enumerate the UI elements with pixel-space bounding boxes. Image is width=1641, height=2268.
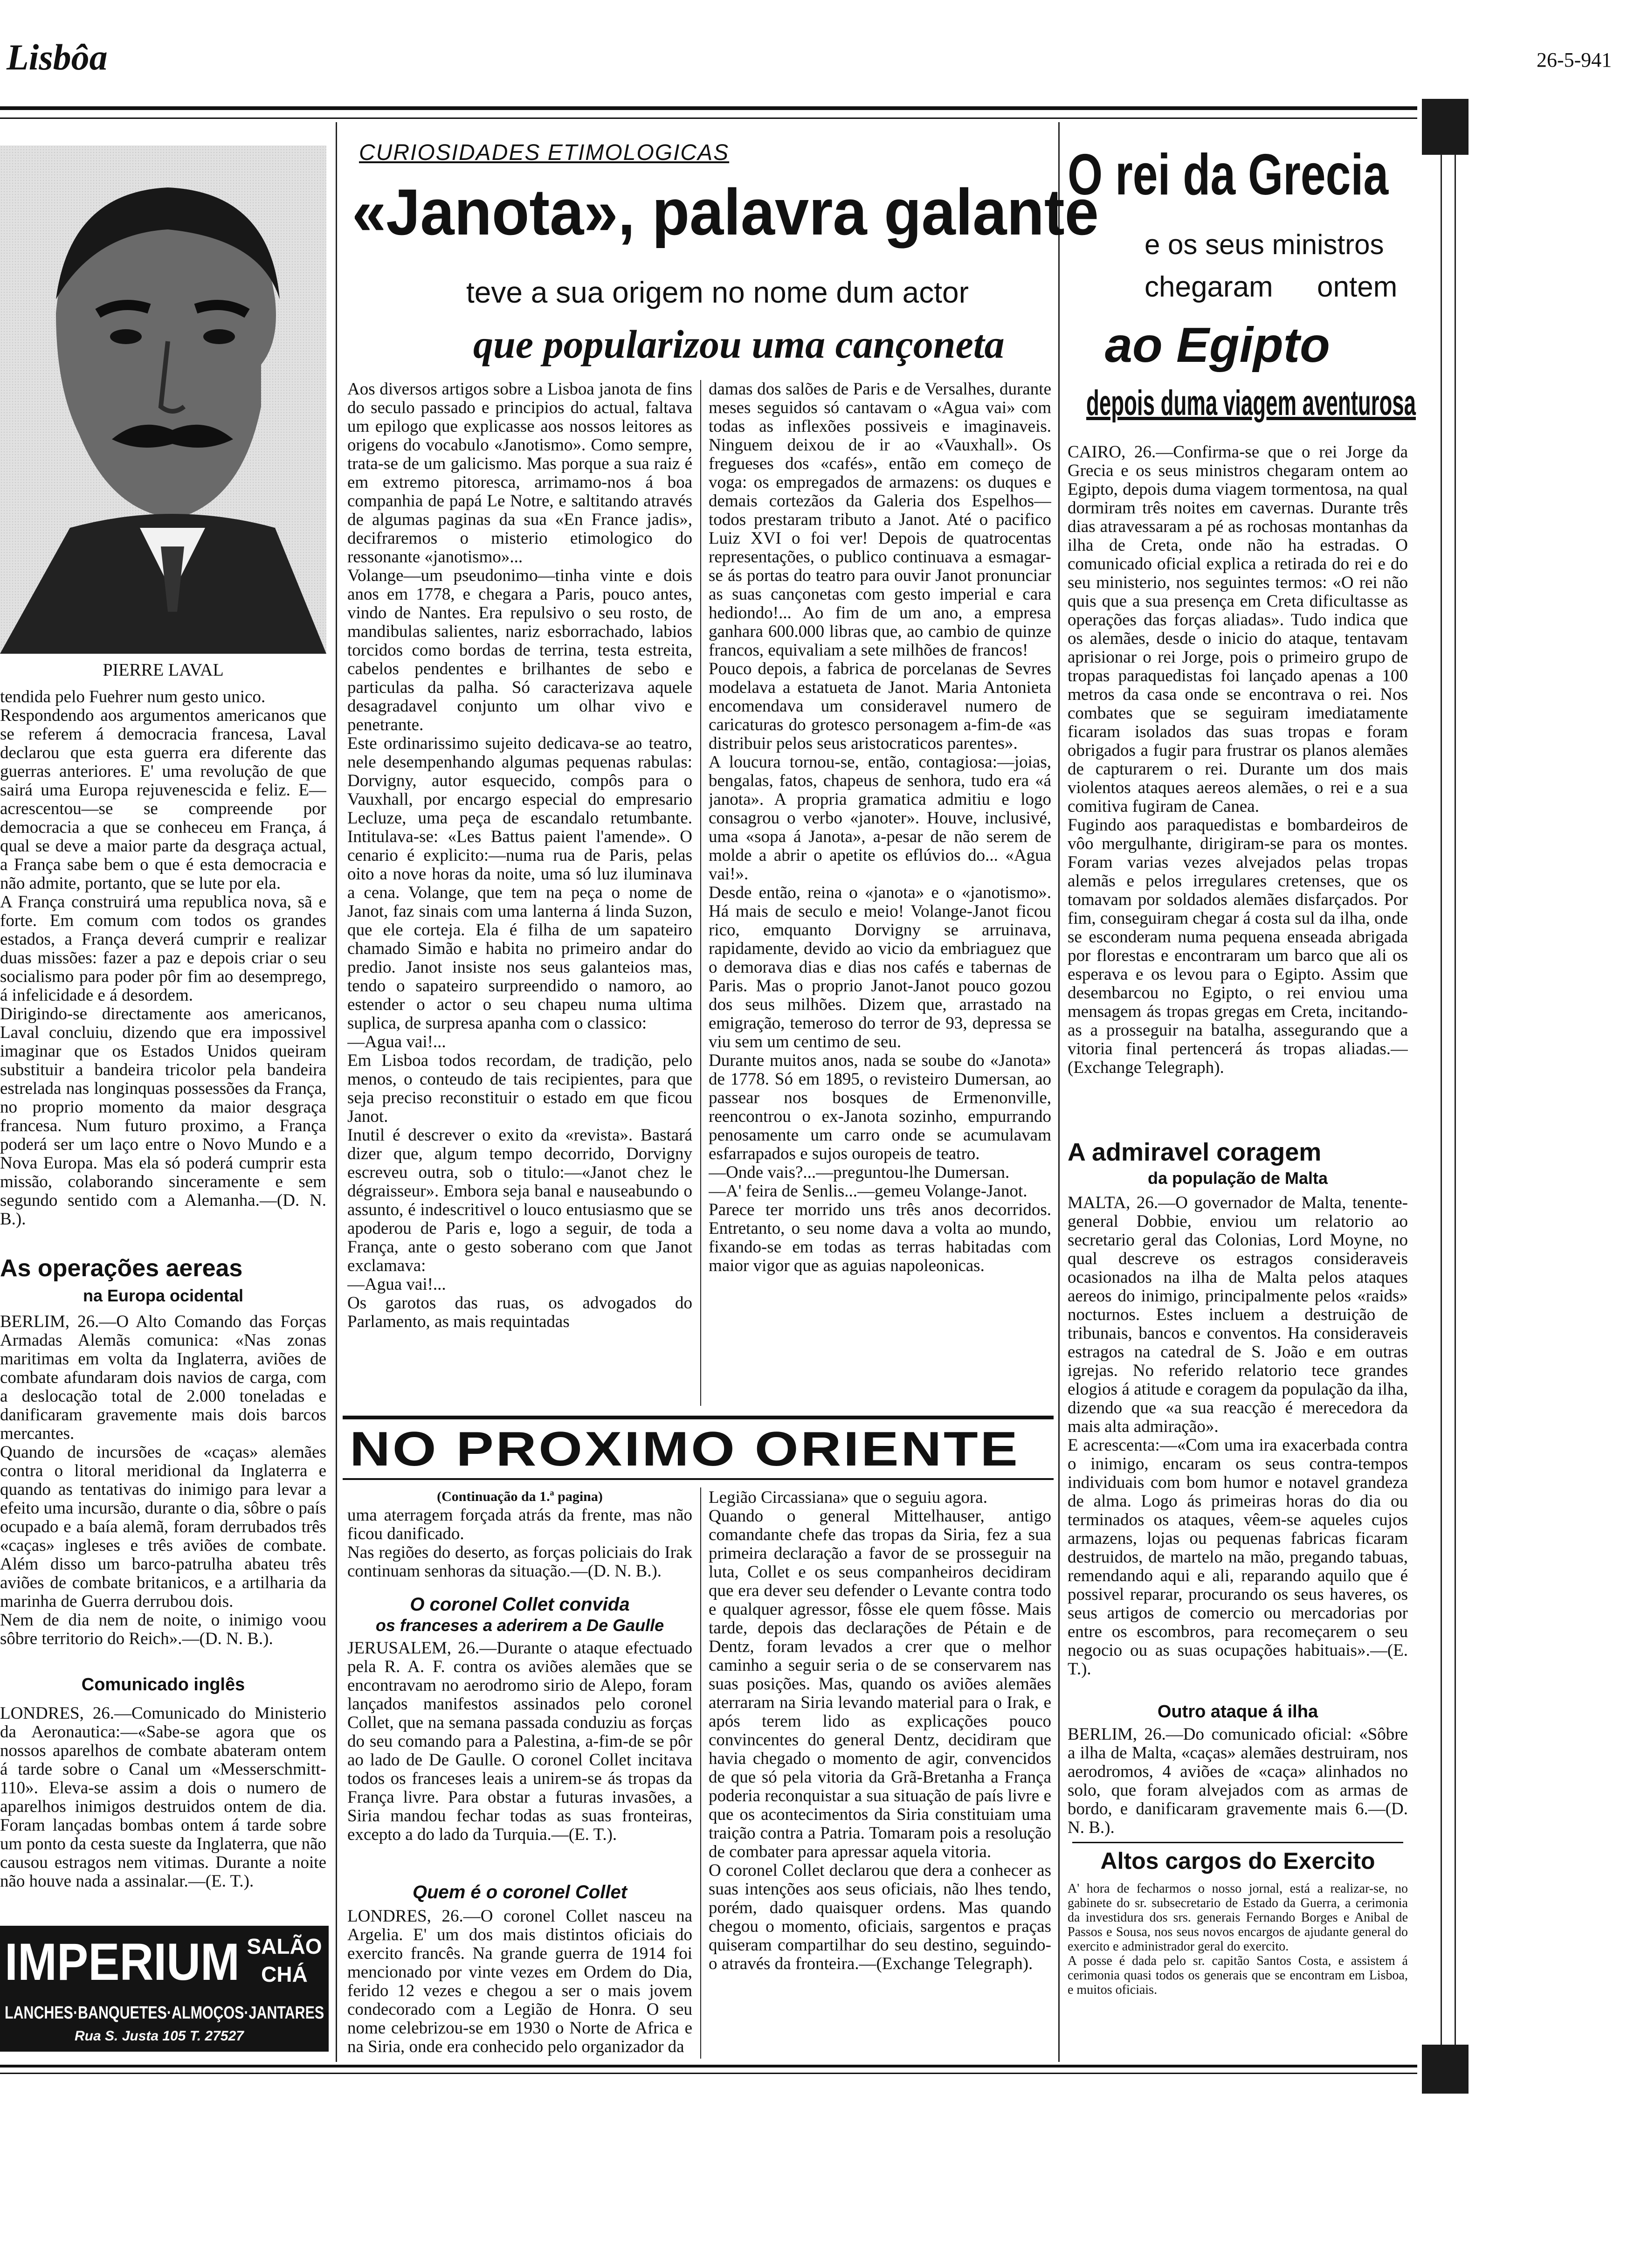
janota-subheadline-1: teve a sua origem no nome dum actor xyxy=(466,276,969,309)
imperium-cha: CHÁ xyxy=(261,1962,308,1986)
masthead-title: Lisbôa xyxy=(7,37,108,77)
right-border-2 xyxy=(1455,154,1456,2047)
top-rule xyxy=(0,106,1417,110)
grecia-sub-3: ao Egipto xyxy=(1105,318,1330,373)
collet-body-2: LONDRES, 26.—O coronel Collet nasceu na Argelia. E' um dos mais distintos oficiais do exercito francês. Na grande guerra de 1914 foi mencionado por vinte vezes em Ordem do Dia, ferido 12 vezes e chegou a ser o mais jovem condecorado com a Legião de Honra. O seu nome celebrizou-se em 1930 o Norte de Africa e na Siria, onde era conhecido pelo organizador da xyxy=(347,1907,692,2056)
malta-body: MALTA, 26.—O governador de Malta, tenente-general Dobbie, enviou um relatorio ao secretario geral das Colonias, Lord Moyne, no qual descreve os estragos consideraveis ocasionados na ilha de Malta pelos ataques aereos do inimigo, principalmente pelos «raids» nocturnos. Estes incluem a destruição de tribunais, bancos e conventos. Ha consideraveis estragos na catedral de S. João e em outras igrejas. No referido relatorio tece grandes elogios á atitude e coragem da população da ilha, dizendo que «a sua reacção é merecedora da mais alta admiração». E acrescenta:—«Com uma ira exacerbada contra o inimigo, encaram os seus contra-tempos individuais com bom humor e notavel grandeza de alma. Logo ás primeiras horas do dia ou terminados os ataques, vêem-se aqueles cujos armazens, lojas ou pequenas fabricas ficaram destruidos, de martelo na mão, pregando tabuas, remendando aqui e ali, reparando aquilo que é possivel reparar, procurando os seus haveres, os seus artigos de comercio ou mercadorias por entre os escombros, para recomeçarem o seu negocio ou as suas ocupações habituais».—(E. T.). xyxy=(1068,1194,1408,1679)
imperium-salao: SALÃO xyxy=(247,1934,322,1958)
janota-subheadline-2: que popularizou uma cançoneta xyxy=(473,322,1005,366)
oriente-column-divider xyxy=(700,1487,701,2059)
bottom-rule-thin xyxy=(0,2073,1417,2074)
column-divider xyxy=(336,122,337,2062)
exercito-rule xyxy=(1072,1842,1403,1843)
janota-column-2: damas dos salões de Paris e de Versalhes, durante meses seguidos só cantavam o «Agua vai» com todas as inflexões possiveis e imaginaveis. Ninguem deixou de ir ao «Vauxhall». Os fregueses dos «cafés», então em começo de voga: os empregados de armazens: os duques e demais cortezãos da Galeria dos Espelhos—todos prestaram tributo a Janot. Até o pacifico Luiz XVI o foi ver! Depois de quatrocentas representações, o publico continuava a esmagar-se ás portas do teatro para ouvir Janot pronunciar as suas cançonetas com gesto imperial e cara hediondo!... Ao fim de um ano, a empresa ganhara 600.000 libras que, ao cambio de quinze francos, equivaliam a sete milhões de francos! Pouco depois, a fabrica de porcelanas de Sevres modelava a estatueta de Janot. Maria Antonieta encomendava um consideravel numero de caricaturas do grotesco personagem a-fim-de «as distribuir pelos seus aristocraticos parentes». A loucura tornou-se, então, contagiosa:—joias, bengalas, fatos, chapeus de senhora, tudo era «á janota». A propria gramatica admitiu e logo consagrou o verbo «janoter». Houve, inclusivé, uma «sopa á Janota», a-pesar de não serem de molde a abrir o apetite os eflúvios do... «Agua vai!». Desde então, reina o «janota» e o «janotismo». Há mais de seculo e meio! Volange-Janot ficou rico, emquanto Dorvigny se arruinava, rapidamente, devido ao vicio da embriaguez que o demorava dias e dias nos cafés e tabernas de Paris. Mas o proprio Janot-Janot pouco gozou dos seus milhões. Dizem que, arrastado na emigração, temeroso do terror de 93, depressa se viu sem um centimo de seu. Durante muitos anos, nada se soube do «Janota» de 1778. Só em 1895, o revisteiro Dumersan, ao passear nos bosques de Ermenonville, reencontrou o ex-Janota sozinho, empurrando penosamente um carro onde se acumulavam esfarrapados e sujos ouropeis de teatro. —Onde vais?...—preguntou-lhe Dumersan. —A' feira de Senlis...—gemeu Volange-Janot. Parece ter morrido uns três anos decorridos. Entretanto, o seu nome dava a volta ao mundo, fixando-se em todas as terras habitadas com maior vigor que as aguias napoleonicas. xyxy=(709,380,1051,1275)
grecia-sub-2b: ontem xyxy=(1317,271,1398,303)
imperium-name: IMPERIUM xyxy=(5,1933,240,1991)
collet-heading-1: O coronel Collet convida xyxy=(410,1594,630,1615)
janota-kicker: CURIOSIDADES ETIMOLOGICAS xyxy=(359,140,730,165)
grecia-body: CAIRO, 26.—Confirma-se que o rei Jorge da Grecia e os seus ministros chegaram ontem ao Egipto, depois duma viagem tormentosa, na qual dormiram três noites em cavernas. Durante três dias atravessaram a pé as rochosas montanhas da ilha de Creta, onde não ha estradas. O comunicado oficial explica a retirada do rei e do seu ministerio, nos seguintes termos: «O rei não quis que a sua presença em Creta dificultasse as operações das forças aliadas». Tudo indica que os alemães, desde o inicio do ataque, tentavam aprisionar o rei Jorge, pois o primeiro grupo de tropas paraquedistas foi lançado apenas a 100 metros da casa onde se encontrava o rei. Nos combates que se seguiram imediatamente ficaram isolados das suas tropas e foram obrigados a fugir para frustrar os planos alemães de capturarem o rei. Durante um dos mais violentos ataques aereos alemães, o rei e a sua comitiva fugiram de Canea. Fugindo aos paraquedistas e bombardeiros de vôo mergulhante, dirigiram-se para os montes. Foram varias vezes alvejados pelas tropas alemãs e pelos irregulares cretenses, que os tomavam por soldados alemães disfarçados. Por fim, conseguiram chegar á costa sul da ilha, onde se esconderam numa pequena enseada abrigada por florestas e encontraram um barco que ali os esperava e os levou para o Egipto. Assim que desembarcou no Egipto, o rei enviou uma mensagem ás tropas gregas em Creta, incitando-as a prosseguir na batalha, assegurando que a vitoria final pertencerá ás tropas aliadas.—(Exchange Telegraph). xyxy=(1068,443,1408,1077)
oriente-col1-intro: uma aterragem forçada atrás da frente, mas não ficou danificado. Nas regiões do deserto, as forças policiais do Irak continuam senhoras da situação.—(D. N. B.). xyxy=(347,1506,692,1581)
photo-caption: PIERRE LAVAL xyxy=(103,660,224,680)
collet-heading-1b: os franceses a aderirem a De Gaulle xyxy=(375,1616,664,1635)
exercito-body: A' hora de fecharmos o nosso jornal, está a realizar-se, no gabinete do sr. subsecretario de Estado da Guerra, a cerimonia da investidura dos srs. generais Fernando Borges e Anibal de Passos e Sousa, nos seus novos encargos de ajudante general do exercito e administrador geral do exercito. A posse é dada pelo sr. capitão Santos Costa, e assistem á cerimonia quasi todos os generais que se encontram em Lisboa, e muitos oficiais. xyxy=(1068,1881,1408,1997)
grecia-headline: O rei da Grecia xyxy=(1068,143,1389,207)
grecia-sub-1: e os seus ministros xyxy=(1145,229,1384,260)
malta-headline: A admiravel coragem xyxy=(1068,1138,1322,1166)
column-divider xyxy=(1058,122,1060,2062)
exercito-headline: Altos cargos do Exercito xyxy=(1100,1848,1375,1874)
comunicado-ingles-body: LONDRES, 26.—Comunicado do Ministerio da Aeronautica:—«Sabe-se agora que os nossos aparelhos de combate abateram ontem á tarde sobre o Canal um «Messerschmitt-110». Eleva-se assim a dois o numero de aparelhos inimigos destruidos ontem de dia. Foram lançadas bombas ontem á tarde sobre um ponto da cesta sueste da Inglaterra, que não causou estragos nem vitimas. Durante a noite não houve nada a assinalar.—(E. T.). xyxy=(0,1704,326,1891)
right-border xyxy=(1441,154,1442,2047)
grecia-sub-4: depois duma viagem aventurosa xyxy=(1086,383,1416,423)
laval-article-body: tendida pelo Fuehrer num gesto unico. Respondendo aos argumentos americanos que se referem á democracia francesa, Laval declarou que esta guerra era diferente das guerras anteriores. E' uma revolução de que sairá uma Europa rejuvenescida e feliz. E—acrescentou—se se compreende por democracia a que se conheceu em França, á qual se deve a maior parte da desgraça actual, a França sabe bem o que é esta democracia e não admite, portanto, que se lute por ela. A França construirá uma republica nova, sã e forte. Em comum com todos os grandes estados, a França deverá cumprir e realizar duas missões: fazer a paz e depois criar o seu socialismo para poder pôr fim ao desemprego, á infelicidade e á desordem. Dirigindo-se directamente aos americanos, Laval concluiu, dizendo que era impossivel imaginar que os Estados Unidos queiram substituir a bandeira tricolor pela bandeira estrelada nas longinquas possessões da França, no proprio momento da maior desgraça francesa. Num futuro proximo, a França poderá ser um laço entre o Novo Mundo e a Nova Europa. Mas ela só poderá cumprir esta missão, colaborando sinceramente e sem segundo sentido com a Alemanha.—(D. N. B.). xyxy=(0,688,326,1229)
janota-headline: «Janota», palavra galante xyxy=(352,175,1099,249)
masthead-date: 26-5-941 xyxy=(1537,48,1612,71)
laval-photo xyxy=(0,145,326,654)
oriente-headline: NO PROXIMO ORIENTE xyxy=(350,1422,1020,1476)
imperium-address: Rua S. Justa 105 T. 27527 xyxy=(75,2028,244,2044)
ornament-top xyxy=(1422,99,1469,155)
operacoes-body: BERLIM, 26.—O Alto Comando das Forças Armadas Alemãs comunica: «Nas zonas maritimas em volta da Inglaterra, aviões de combate afundaram dois navios de carga, com a deslocação total de 2.000 toneladas e danificaram gravemente mais dois barcos mercantes. Quando de incursões de «caças» alemães contra o litoral meridional da Inglaterra e quando as tentativas do inimigo para levar a efeito uma incursão, durante o dia, sôbre o país ocupado e a baía alemã, foram derrubados três «caças» ingleses e três aviões de combate. Além disso um barco-patrulha abateu três aviões de combate britanicos, e a artilharia da marinha de Guerra derrubou dois. Nem de dia nem de noite, o inimigo voou sôbre territorio do Reich».—(D. N. B.). xyxy=(0,1313,326,1648)
grecia-sub-2a: chegaram xyxy=(1145,271,1273,303)
comunicado-ingles-heading: Comunicado inglês xyxy=(81,1675,245,1694)
oriente-rule-top xyxy=(343,1416,1054,1419)
ornament-bottom xyxy=(1422,2045,1469,2094)
janota-column-1: Aos diversos artigos sobre a Lisboa janota de fins do seculo passado e principios do actual, faltava um epilogo que explicasse aos nossos leitores as origens do vocabulo «Janotismo». Como sempre, trata-se de um galicismo. Mas porque a sua raiz é em extremo pitoresca, arrimamo-nos á boa companhia de papá Le Notre, e saltitando através de algumas paginas da sua «En France jadis», decifraremos o misterio etimologico do ressonante «janotismo»... Volange—um pseudonimo—tinha vinte e dois anos em 1778, e chegara a Paris, pouco antes, vindo de Nantes. Era repulsivo o seu rosto, de mandibulas salientes, nariz esborrachado, labios torcidos como bordas de terrina, testa estreita, cabelos pendentes e brilhantes de sebo e particulas da palha. Só caracterizava aquele desagradavel conjunto um olhar vivo e penetrante. Este ordinarissimo sujeito dedicava-se ao teatro, nele desempenhando algumas pequenas rabulas: Dorvigny, autor esquecido, compôs para o Vauxhall, por encargo especial do empresario Lecluze, uma peça de escandalo retumbante. Intitulava-se: «Les Battus paient l'amende». O cenario é explicito:—numa rua de Paris, pelas oito a nove horas da noite, uma só luz iluminava a cena. Volange, que tem na peça o nome de Janot, faz sinais com uma lanterna á linda Suzon, que ele corteja. Ela é filha de um sapateiro chamado Simão e habita no primeiro andar do predio. Janot insiste nos seus galanteios mas, tendo o sapateiro surpreendido o namoro, ao estender o actor o seu chapeu numa ultima suplica, de surpresa apanha com o classico: —Agua vai!... Em Lisboa todos recordam, de tradição, pelo menos, o conteudo de tais recipientes, para que seja preciso reconstituir o estado em que ficou Janot. Inutil é descrever o exito da «revista». Bastará dizer que, algum tempo decorrido, Dorvigny escreveu outra, sob o titulo:—«Janot chez le dégraisseur». Embora seja banal e nauseabundo o assunto, é indescritivel o louco entusiasmo que se apoderou de Paris e, logo a seguir, de toda a França, ante o gesto soberano com que Janot exclamava: —Agua vai!... Os garotos das ruas, os advogados do Parlamento, as mais requintadas xyxy=(347,380,692,1331)
top-rule-thin xyxy=(0,118,1417,119)
bottom-rule xyxy=(0,2065,1417,2067)
imperium-advertisement xyxy=(0,1926,329,2052)
oriente-rule-bottom xyxy=(343,1478,1054,1480)
collet-body-1: JERUSALEM, 26.—Durante o ataque efectuado pela R. A. F. contra os aviões alemães que se encontravam no aerodromo sirio de Alepo, foram lançados manifestos assinados pelo coronel Collet, que na semana passada conduziu as forças do seu comando para a Palestina, a-fim-de se pôr ao lado de De Gaulle. O coronel Collet incitava todos os franceses leais a unirem-se ás tropas da França livre. Para obstar a futuras invasões, a Siria mandou fechar todas as suas fronteiras, excepto a do lado da Turquia.—(E. T.). xyxy=(347,1639,692,1844)
malta-subheadline: da população de Malta xyxy=(1147,1169,1328,1188)
oriente-column-2: Legião Circassiana» que o seguiu agora. Quando o general Mittelhauser, antigo comandante chefe das tropas da Siria, fez a sua primeira declaração a favor de se prosseguir na luta, Collet e os seus companheiros decidiram que era dever seu defender o Levante contra todo e qualquer agressor, fôsse ele quem fôsse. Mais tarde, depois das declarações de Pétain e de Dentz, foram levados a crer que o melhor caminho a seguir seria o de se conservarem nas suas posições. Mas, quando os aviões alemães aterraram na Siria levando material para o Irak, e após terem lido as explicações pouco convincentes do general Dentz, decidiram que havia chegado o momento de agir, convencidos de que só pela vitoria da Grã-Bretanha a França poderia reconquistar a sua situação de país livre e que os acontecimentos da Siria constituiam uma traição contra a Patria. Tomaram pois a resolução de combater para apressar aquela vitoria. O coronel Collet declarou que dera a conhecer as suas intenções aos seus oficiais, não lhes tendo, porém, dado quaisquer ordens. Mas quando chegou o momento, oficiais, sargentos e praças quiseram compartilhar do seu destino, seguindo-o através da fronteira.—(Exchange Telegraph). xyxy=(709,1488,1051,1973)
operacoes-title: As operações aereas xyxy=(0,1255,243,1282)
operacoes-subtitle: na Europa ocidental xyxy=(83,1286,244,1305)
collet-heading-2: Quem é o coronel Collet xyxy=(412,1882,627,1902)
imperium-services: LANCHES·BANQUETES·ALMOÇOS·JANTARES xyxy=(5,2003,324,2023)
malta-body-2: BERLIM, 26.—Do comunicado oficial: «Sôbre a ilha de Malta, «caças» alemães destruiram, nos aerodromos, 4 aviões de «caça» alinhados no solo, que foram alvejados com as armas de bordo, e danificaram gravemente mais 6.—(D. N. B.). xyxy=(1068,1725,1408,1837)
portrait-image xyxy=(0,145,326,654)
janota-column-divider xyxy=(700,380,701,1406)
malta-heading-2: Outro ataque á ilha xyxy=(1157,1702,1318,1722)
oriente-continuation: (Continuação da 1.ª pagina) xyxy=(437,1489,603,1504)
